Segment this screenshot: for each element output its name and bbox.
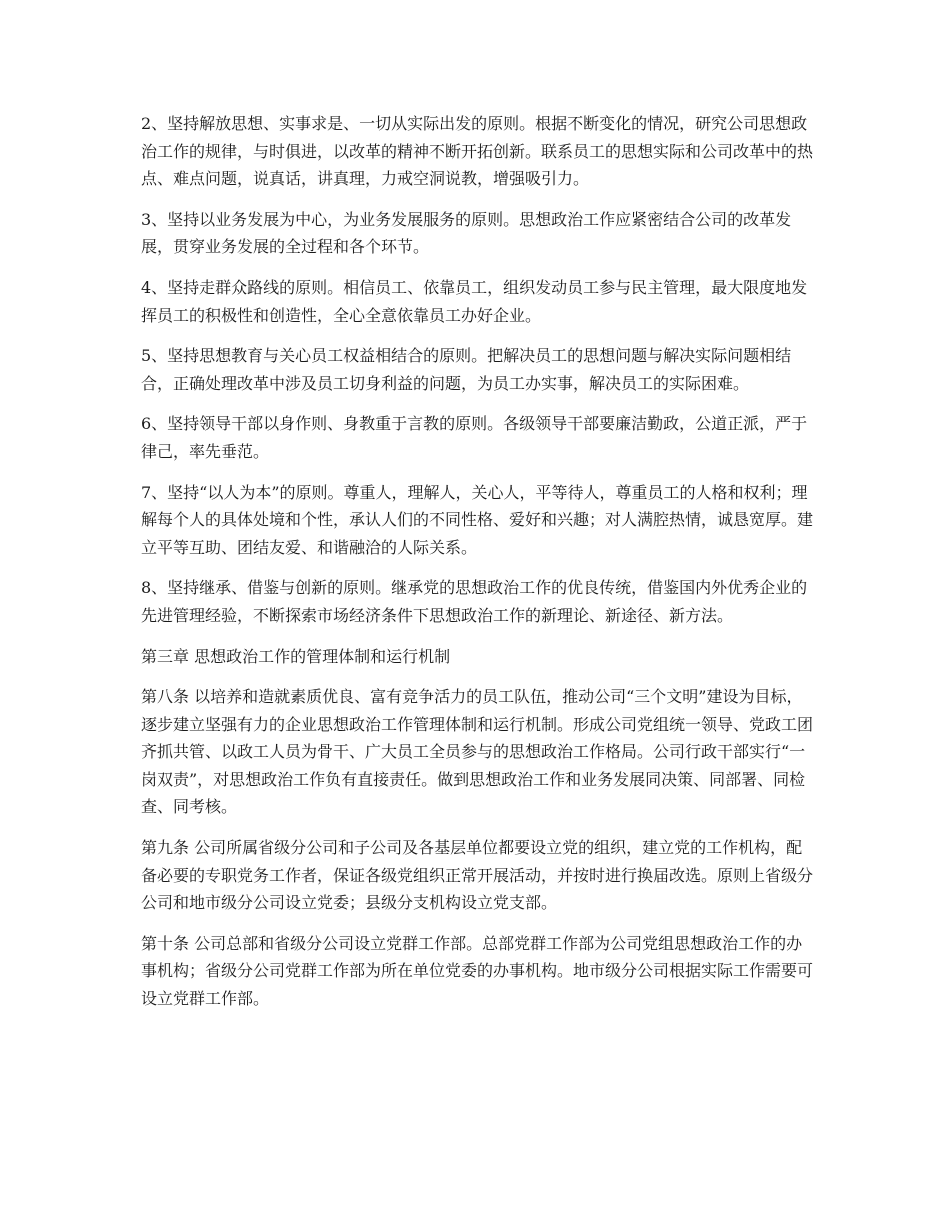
- principle-3-paragraph: 3、坚持以业务发展为中心，为业务发展服务的原则。思想政治工作应紧密结合公司的改革发展，贯穿业务发展的全过程和各个环节。: [141, 209, 792, 257]
- article-9-paragraph: 第九条 公司所属省级分公司和子公司及各基层单位都要设立党的组织，建立党的工作机构，配备必要的专职党务工作者，保证各级党组织正常开展活动，并按时进行换届改选。原则上省级分公司和地市级分公司设立党委；县级分支机构设立党支部。: [141, 838, 814, 913]
- document-body: [141, 110, 813, 1026]
- principle-7-paragraph: 7、坚持“以人为本”的原则。尊重人，理解人，关心人，平等待人，尊重员工的人格和权利；理解每个人的具体处境和个性，承认人们的不同性格、爱好和兴趣；对人满腔热情，诚恳宽厚。建立平等互助、团结友爱、和谐融洽的人际关系。: [141, 482, 814, 557]
- principle-8-paragraph: 8、坚持继承、借鉴与创新的原则。继承党的思想政治工作的优良传统，借鉴国内外优秀企业的先进管理经验，不断探索市场经济条件下思想政治工作的新理论、新途径、新方法。: [141, 578, 808, 625]
- chapter-3-heading: 第三章 思想政治工作的管理体制和运行机制: [141, 646, 451, 666]
- principle-2-paragraph: 2、坚持解放思想、实事求是、一切从实际出发的原则。根据不断变化的情况，研究公司思想政治工作的规律，与时俱进，以改革的精神不断开拓创新。联系员工的思想实际和公司改革中的热点、难点问题，说真话，讲真理，力戒空洞说教，增强吸引力。: [141, 114, 814, 189]
- principle-6-paragraph: 6、坚持领导干部以身作则、身教重于言教的原则。各级领导干部要廉洁勤政，公道正派，严于律己，率先垂范。: [141, 414, 808, 461]
- article-10-paragraph: 第十条 公司总部和省级分公司设立党群工作部。总部党群工作部为公司党组思想政治工作的办事机构；省级分公司党群工作部为所在单位党委的办事机构。地市级分公司根据实际工作需要可设立党群工作部。: [141, 933, 814, 1009]
- principle-4-paragraph: 4、坚持走群众路线的原则。相信员工、依靠员工，组织发动员工参与民主管理，最大限度地发挥员工的积极性和创造性，全心全意依靠员工办好企业。: [141, 277, 808, 325]
- article-8-paragraph: 第八条 以培养和造就素质优良、富有竞争活力的员工队伍，推动公司“三个文明”建设为目标，逐步建立坚强有力的企业思想政治工作管理体制和运行机制。形成公司党组统一领导、党政工团齐抓共管、以政工人员为骨干、广大员工全员参与的思想政治工作格局。公司行政干部实行“一岗双责”，对思想政治工作负有直接责任。做到思想政治工作和业务发展同决策、同部署、同检查、同考核。: [141, 687, 814, 817]
- principle-5-paragraph: 5、坚持思想教育与关心员工权益相结合的原则。把解决员工的思想问题与解决实际问题相结合，正确处理改革中涉及员工切身利益的问题，为员工办实事，解决员工的实际困难。: [141, 346, 792, 393]
